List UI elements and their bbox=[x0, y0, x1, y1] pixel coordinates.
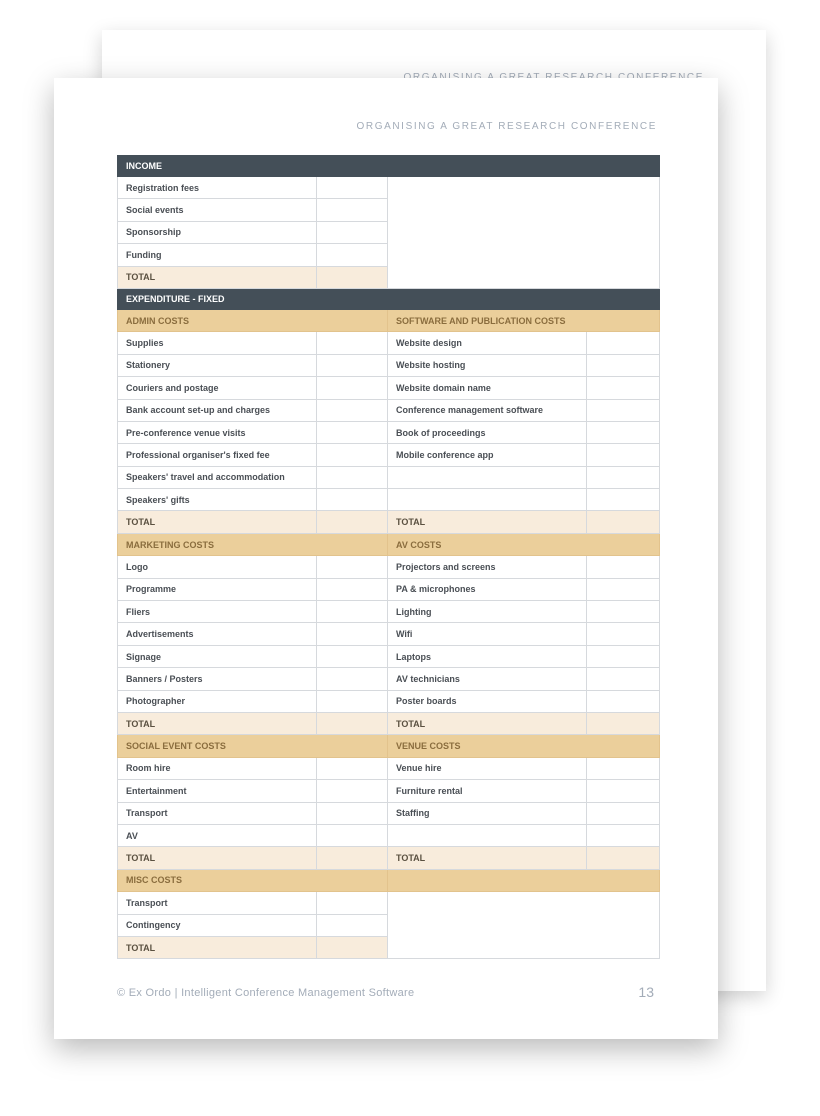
table-row bbox=[118, 421, 660, 443]
admin-category-header: ADMIN COSTS bbox=[118, 309, 388, 331]
software-total-label: TOTAL bbox=[388, 511, 587, 533]
admin-amount-cell[interactable] bbox=[317, 377, 388, 399]
income-amount-cell[interactable] bbox=[317, 221, 388, 243]
social-amount-cell[interactable] bbox=[317, 757, 388, 779]
expenditure-header: EXPENDITURE - FIXED bbox=[118, 288, 660, 309]
misc-blank-area bbox=[388, 892, 660, 959]
table-row bbox=[118, 156, 660, 177]
admin-item-label: Stationery bbox=[118, 354, 317, 376]
table-row bbox=[118, 377, 660, 399]
software-amount-cell[interactable] bbox=[587, 489, 660, 511]
empty-category-header bbox=[388, 869, 660, 891]
marketing-amount-cell[interactable] bbox=[317, 578, 388, 600]
admin-item-label: Bank account set-up and charges bbox=[118, 399, 317, 421]
software-amount-cell[interactable] bbox=[587, 444, 660, 466]
av-total-amount[interactable] bbox=[587, 712, 660, 734]
software-amount-cell[interactable] bbox=[587, 377, 660, 399]
social-total-label: TOTAL bbox=[118, 847, 317, 869]
misc-item-label: Contingency bbox=[118, 914, 317, 936]
marketing-item-label: Fliers bbox=[118, 601, 317, 623]
admin-item-label: Professional organiser's fixed fee bbox=[118, 444, 317, 466]
marketing-item-label: Programme bbox=[118, 578, 317, 600]
social-item-label: Entertainment bbox=[118, 780, 317, 802]
av-amount-cell[interactable] bbox=[587, 578, 660, 600]
table-row bbox=[118, 533, 660, 555]
admin-item-label: Speakers' travel and accommodation bbox=[118, 466, 317, 488]
misc-total-label: TOTAL bbox=[118, 936, 317, 958]
marketing-total-amount[interactable] bbox=[317, 712, 388, 734]
software-amount-cell[interactable] bbox=[587, 399, 660, 421]
admin-total-amount[interactable] bbox=[317, 511, 388, 533]
venue-total-amount[interactable] bbox=[587, 847, 660, 869]
admin-item-label: Couriers and postage bbox=[118, 377, 317, 399]
admin-amount-cell[interactable] bbox=[317, 332, 388, 354]
av-amount-cell[interactable] bbox=[587, 556, 660, 578]
income-amount-cell[interactable] bbox=[317, 177, 388, 199]
av-item-label: Lighting bbox=[388, 601, 587, 623]
social-item-label: Transport bbox=[118, 802, 317, 824]
table-row bbox=[118, 668, 660, 690]
marketing-category-header: MARKETING COSTS bbox=[118, 533, 388, 555]
income-amount-cell[interactable] bbox=[317, 244, 388, 266]
av-amount-cell[interactable] bbox=[587, 623, 660, 645]
av-amount-cell[interactable] bbox=[587, 690, 660, 712]
income-total-amount[interactable] bbox=[317, 266, 388, 288]
admin-amount-cell[interactable] bbox=[317, 399, 388, 421]
table-row bbox=[118, 288, 660, 309]
marketing-total-label: TOTAL bbox=[118, 712, 317, 734]
admin-item-label: Supplies bbox=[118, 332, 317, 354]
av-amount-cell[interactable] bbox=[587, 668, 660, 690]
software-category-header: SOFTWARE AND PUBLICATION COSTS bbox=[388, 309, 660, 331]
admin-amount-cell[interactable] bbox=[317, 466, 388, 488]
marketing-amount-cell[interactable] bbox=[317, 690, 388, 712]
budget-table bbox=[117, 155, 660, 959]
av-item-label: Projectors and screens bbox=[388, 556, 587, 578]
venue-item-label: Venue hire bbox=[388, 757, 587, 779]
table-row bbox=[118, 712, 660, 734]
footer-text: © Ex Ordo | Intelligent Conference Management Software bbox=[117, 987, 415, 999]
page-number: 13 bbox=[638, 984, 654, 1000]
software-item-label: Conference management software bbox=[388, 399, 587, 421]
income-item-label: Registration fees bbox=[118, 177, 317, 199]
venue-total-label: TOTAL bbox=[388, 847, 587, 869]
income-item-label: Sponsorship bbox=[118, 221, 317, 243]
av-item-label: PA & microphones bbox=[388, 578, 587, 600]
av-amount-cell[interactable] bbox=[587, 601, 660, 623]
av-item-label: Wifi bbox=[388, 623, 587, 645]
venue-amount-cell[interactable] bbox=[587, 757, 660, 779]
admin-amount-cell[interactable] bbox=[317, 354, 388, 376]
table-row bbox=[118, 444, 660, 466]
table-row bbox=[118, 757, 660, 779]
admin-total-label: TOTAL bbox=[118, 511, 317, 533]
admin-item-label: Pre-conference venue visits bbox=[118, 421, 317, 443]
misc-amount-cell[interactable] bbox=[317, 914, 388, 936]
software-item-label bbox=[388, 466, 587, 488]
misc-total-amount[interactable] bbox=[317, 936, 388, 958]
admin-amount-cell[interactable] bbox=[317, 421, 388, 443]
marketing-amount-cell[interactable] bbox=[317, 668, 388, 690]
misc-amount-cell[interactable] bbox=[317, 892, 388, 914]
social-amount-cell[interactable] bbox=[317, 824, 388, 846]
income-item-label: Social events bbox=[118, 199, 317, 221]
social-amount-cell[interactable] bbox=[317, 802, 388, 824]
income-amount-cell[interactable] bbox=[317, 199, 388, 221]
av-amount-cell[interactable] bbox=[587, 645, 660, 667]
venue-amount-cell[interactable] bbox=[587, 780, 660, 802]
marketing-item-label: Signage bbox=[118, 645, 317, 667]
income-total-label: TOTAL bbox=[118, 266, 317, 288]
social-item-label: AV bbox=[118, 824, 317, 846]
software-amount-cell[interactable] bbox=[587, 421, 660, 443]
income-item-label: Funding bbox=[118, 244, 317, 266]
table-row bbox=[118, 466, 660, 488]
table-row bbox=[118, 489, 660, 511]
table-row bbox=[118, 623, 660, 645]
table-row bbox=[118, 177, 660, 199]
misc-category-header: MISC COSTS bbox=[118, 869, 388, 891]
admin-amount-cell[interactable] bbox=[317, 444, 388, 466]
venue-amount-cell[interactable] bbox=[587, 802, 660, 824]
table-row bbox=[118, 332, 660, 354]
marketing-item-label: Photographer bbox=[118, 690, 317, 712]
software-item-label bbox=[388, 489, 587, 511]
venue-item-label bbox=[388, 824, 587, 846]
software-item-label: Website design bbox=[388, 332, 587, 354]
income-header: INCOME bbox=[118, 156, 660, 177]
venue-category-header: VENUE COSTS bbox=[388, 735, 660, 757]
av-item-label: Laptops bbox=[388, 645, 587, 667]
software-item-label: Website hosting bbox=[388, 354, 587, 376]
av-category-header: AV COSTS bbox=[388, 533, 660, 555]
table-row bbox=[118, 556, 660, 578]
marketing-item-label: Advertisements bbox=[118, 623, 317, 645]
marketing-amount-cell[interactable] bbox=[317, 556, 388, 578]
venue-item-label: Furniture rental bbox=[388, 780, 587, 802]
table-row bbox=[118, 869, 660, 891]
software-item-label: Mobile conference app bbox=[388, 444, 587, 466]
av-total-label: TOTAL bbox=[388, 712, 587, 734]
table-row bbox=[118, 645, 660, 667]
software-amount-cell[interactable] bbox=[587, 466, 660, 488]
table-row bbox=[118, 601, 660, 623]
table-row bbox=[118, 824, 660, 846]
software-amount-cell[interactable] bbox=[587, 332, 660, 354]
software-total-amount[interactable] bbox=[587, 511, 660, 533]
table-row bbox=[118, 399, 660, 421]
av-item-label: Poster boards bbox=[388, 690, 587, 712]
table-row bbox=[118, 892, 660, 914]
table-row bbox=[118, 735, 660, 757]
table-row bbox=[118, 780, 660, 802]
misc-item-label: Transport bbox=[118, 892, 317, 914]
av-item-label: AV technicians bbox=[388, 668, 587, 690]
table-row bbox=[118, 847, 660, 869]
table-row bbox=[118, 578, 660, 600]
page-header: ORGANISING A GREAT RESEARCH CONFERENCE bbox=[356, 121, 657, 132]
table-row bbox=[118, 354, 660, 376]
social-amount-cell[interactable] bbox=[317, 780, 388, 802]
front-page bbox=[54, 78, 718, 1039]
table-row bbox=[118, 511, 660, 533]
software-amount-cell[interactable] bbox=[587, 354, 660, 376]
marketing-amount-cell[interactable] bbox=[317, 645, 388, 667]
software-item-label: Website domain name bbox=[388, 377, 587, 399]
marketing-item-label: Banners / Posters bbox=[118, 668, 317, 690]
table-row bbox=[118, 802, 660, 824]
social-category-header: SOCIAL EVENT COSTS bbox=[118, 735, 388, 757]
social-total-amount[interactable] bbox=[317, 847, 388, 869]
table-row bbox=[118, 690, 660, 712]
marketing-amount-cell[interactable] bbox=[317, 601, 388, 623]
social-item-label: Room hire bbox=[118, 757, 317, 779]
admin-item-label: Speakers' gifts bbox=[118, 489, 317, 511]
income-blank-area bbox=[388, 177, 660, 289]
admin-amount-cell[interactable] bbox=[317, 489, 388, 511]
software-item-label: Book of proceedings bbox=[388, 421, 587, 443]
table-row bbox=[118, 309, 660, 331]
venue-amount-cell[interactable] bbox=[587, 824, 660, 846]
marketing-item-label: Logo bbox=[118, 556, 317, 578]
venue-item-label: Staffing bbox=[388, 802, 587, 824]
marketing-amount-cell[interactable] bbox=[317, 623, 388, 645]
